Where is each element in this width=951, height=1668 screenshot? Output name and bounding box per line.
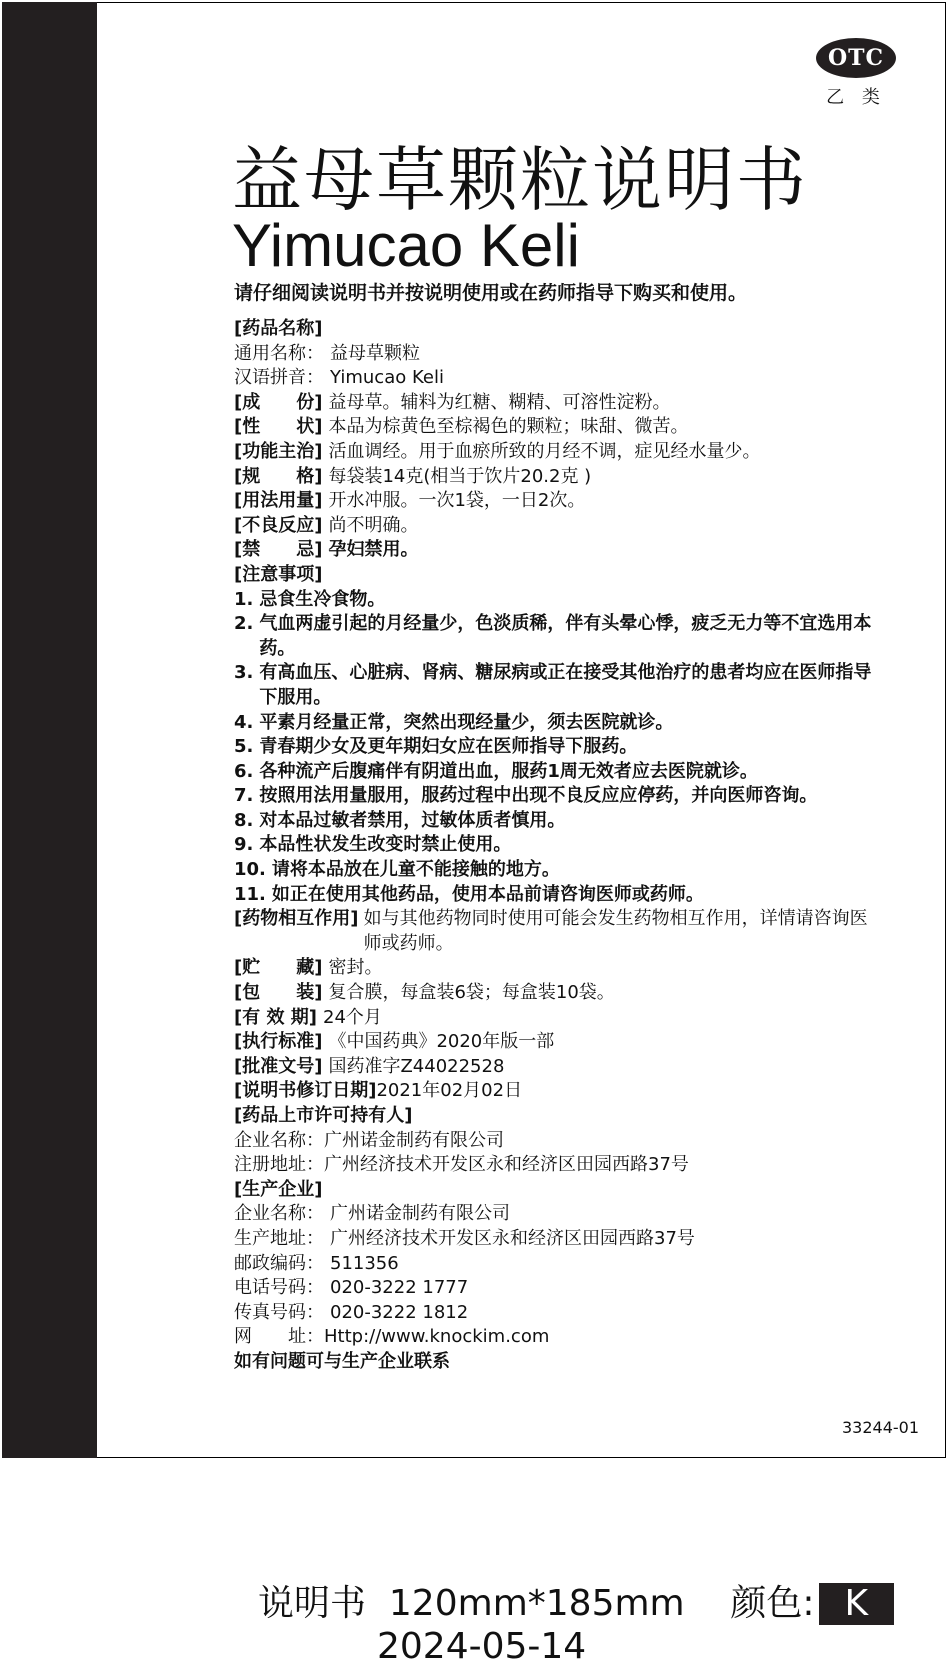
precaution-text: 气血两虚引起的月经量少，色淡质稀，伴有头晕心悸，疲乏无力等不宜选用本药。 bbox=[259, 613, 872, 659]
precaution-number: 7. bbox=[234, 785, 254, 807]
precaution-text: 平素月经量正常，突然出现经量少，须去医院就诊。 bbox=[259, 711, 674, 733]
precaution-item bbox=[234, 711, 874, 736]
precaution-number: 9. bbox=[234, 834, 254, 856]
pinyin-value: Yimucao Keli bbox=[330, 367, 444, 389]
maker-address-label: 生产地址： bbox=[234, 1227, 324, 1249]
precaution-number: 11. bbox=[234, 883, 266, 905]
revision-row bbox=[234, 1079, 874, 1104]
pinyin-row bbox=[234, 366, 874, 391]
character-value: 本品为棕黄色至棕褐色的颗粒；味甜、微苦。 bbox=[328, 416, 689, 438]
adverse-label: [不良反应] bbox=[234, 514, 323, 536]
website-label: 网 址： bbox=[234, 1326, 324, 1348]
interaction-row bbox=[234, 907, 874, 956]
reading-warning: 请仔细阅读说明书并按说明使用或在药师指导下购买和使用。 bbox=[234, 282, 748, 304]
precaution-number: 3. bbox=[234, 662, 254, 684]
spec-value: 每袋装14克(相当于饮片20.2克 ) bbox=[328, 465, 592, 487]
storage-label: [贮 藏] bbox=[234, 957, 323, 979]
adverse-row bbox=[234, 514, 874, 539]
contact-note: 如有问题可与生产企业联系 bbox=[234, 1350, 450, 1372]
footer-color-label: 颜色: bbox=[730, 1583, 815, 1624]
precaution-text: 请将本品放在儿童不能接触的地方。 bbox=[271, 859, 560, 881]
storage-value: 密封。 bbox=[328, 957, 383, 979]
generic-name-label: 通用名称： bbox=[234, 342, 324, 364]
usage-label: [用法用量] bbox=[234, 490, 323, 512]
validity-label: [有 效 期] bbox=[234, 1006, 317, 1028]
postcode-label: 邮政编码： bbox=[234, 1252, 324, 1274]
precaution-number: 10. bbox=[234, 859, 266, 881]
title-pinyin: Yimucao Keli bbox=[232, 212, 580, 279]
otc-mark: OTC bbox=[816, 38, 896, 78]
precaution-text: 对本品过敏者禁用，过敏体质者慎用。 bbox=[259, 809, 566, 831]
approval-row bbox=[234, 1055, 874, 1080]
fax-row bbox=[234, 1301, 874, 1326]
precaution-number: 8. bbox=[234, 809, 254, 831]
spec-label: [规 格] bbox=[234, 465, 323, 487]
section-drug-name: [药品名称] bbox=[234, 318, 323, 339]
precaution-text: 各种流产后腹痛伴有阴道出血，服药1周无效者应去医院就诊。 bbox=[259, 760, 758, 782]
footer-name: 说明书 bbox=[258, 1583, 367, 1624]
title-chinese: 益母草颗粒说明书 bbox=[232, 139, 808, 221]
precaution-item bbox=[234, 735, 874, 760]
phone-label: 电话号码： bbox=[234, 1277, 324, 1299]
mah-company-label: 企业名称： bbox=[234, 1129, 324, 1151]
section-manufacturer: [生产企业] bbox=[234, 1178, 323, 1200]
precaution-item bbox=[234, 612, 874, 661]
footer-size: 120mm*185mm bbox=[388, 1583, 685, 1624]
usage-row bbox=[234, 489, 874, 514]
standard-label: [执行标准] bbox=[234, 1031, 323, 1053]
precaution-item bbox=[234, 833, 874, 858]
ingredients-row bbox=[234, 391, 874, 416]
precaution-item bbox=[234, 784, 874, 809]
section-precautions: [注意事项] bbox=[234, 563, 323, 585]
mah-company-row bbox=[234, 1129, 874, 1154]
character-row bbox=[234, 415, 874, 440]
precaution-number: 2. bbox=[234, 613, 254, 635]
precaution-text: 如正在使用其他药品，使用本品前请咨询医师或药师。 bbox=[271, 883, 704, 905]
postcode-row bbox=[234, 1252, 874, 1277]
phone-value: 020-3222 1777 bbox=[330, 1277, 469, 1299]
function-value: 活血调经。用于血瘀所致的月经不调，症见经水量少。 bbox=[328, 440, 761, 462]
validity-row bbox=[234, 1006, 874, 1031]
mah-company-value: 广州诺金制药有限公司 bbox=[324, 1129, 504, 1151]
revision-label: [说明书修订日期] bbox=[234, 1080, 377, 1102]
precaution-item bbox=[234, 809, 874, 834]
character-label: [性 状] bbox=[234, 416, 323, 438]
function-label: [功能主治] bbox=[234, 440, 323, 462]
precaution-text: 有高血压、心脏病、肾病、糖尿病或正在接受其他治疗的患者均应在医师指导下服用。 bbox=[259, 662, 872, 708]
leaflet-body bbox=[234, 317, 874, 1375]
precaution-text: 青春期少女及更年期妇女应在医师指导下服药。 bbox=[259, 736, 638, 758]
precaution-item bbox=[234, 588, 874, 613]
left-black-band bbox=[2, 2, 97, 1458]
precaution-item bbox=[234, 661, 874, 710]
precaution-item bbox=[234, 858, 874, 883]
website-value: Http://www.knockim.com bbox=[324, 1326, 550, 1348]
contraindication-value: 孕妇禁用。 bbox=[328, 539, 419, 561]
precaution-number: 6. bbox=[234, 760, 254, 782]
precaution-item bbox=[234, 883, 874, 908]
contraindication-label: [禁 忌] bbox=[234, 539, 323, 561]
standard-row bbox=[234, 1030, 874, 1055]
footer-date: 2024-05-14 bbox=[377, 1626, 587, 1667]
maker-company-value: 广州诺金制药有限公司 bbox=[330, 1203, 510, 1225]
maker-company-row bbox=[234, 1202, 874, 1227]
section-mah: [药品上市许可持有人] bbox=[234, 1105, 413, 1126]
interaction-label: [药物相互作用] bbox=[234, 908, 359, 930]
fax-value: 020-3222 1812 bbox=[330, 1301, 469, 1323]
contraindication-row bbox=[234, 538, 874, 563]
precaution-text: 按照用法用量服用，服药过程中出现不良反应应停药，并向医师咨询。 bbox=[259, 785, 818, 807]
otc-class: 乙 类 bbox=[826, 87, 886, 108]
footer-color-swatch: K bbox=[819, 1583, 895, 1625]
precaution-number: 1. bbox=[234, 588, 254, 610]
package-value: 复合膜，每盒装6袋；每盒装10袋。 bbox=[328, 982, 615, 1004]
maker-address-value: 广州经济技术开发区永和经济区田园西路37号 bbox=[330, 1227, 695, 1249]
precaution-text: 本品性状发生改变时禁止使用。 bbox=[259, 834, 512, 856]
precaution-item bbox=[234, 760, 874, 785]
mah-address-row bbox=[234, 1153, 874, 1178]
precautions-list bbox=[234, 588, 874, 908]
ingredients-value: 益母草。辅料为红糖、糊精、可溶性淀粉。 bbox=[328, 391, 671, 413]
interaction-value: 如与其他药物同时使用可能会发生药物相互作用，详情请咨询医师或药师。 bbox=[363, 908, 868, 954]
pinyin-label: 汉语拼音： bbox=[234, 367, 324, 389]
mah-address-value: 广州经济技术开发区永和经济区田园西路37号 bbox=[324, 1154, 689, 1176]
package-row bbox=[234, 981, 874, 1006]
generic-name-row bbox=[234, 342, 874, 367]
spec-row bbox=[234, 465, 874, 490]
adverse-value: 尚不明确。 bbox=[328, 514, 419, 536]
fax-label: 传真号码： bbox=[234, 1301, 324, 1323]
approval-label: [批准文号] bbox=[234, 1055, 323, 1077]
precaution-number: 5. bbox=[234, 736, 254, 758]
storage-row bbox=[234, 956, 874, 981]
precaution-number: 4. bbox=[234, 711, 254, 733]
generic-name-value: 益母草颗粒 bbox=[330, 342, 420, 364]
print-spec-line bbox=[258, 1583, 894, 1625]
phone-row bbox=[234, 1276, 874, 1301]
postcode-value: 511356 bbox=[330, 1252, 399, 1274]
usage-value: 开水冲服。一次1袋，一日2次。 bbox=[328, 490, 586, 512]
mah-address-label: 注册地址： bbox=[234, 1154, 324, 1176]
validity-value: 24个月 bbox=[323, 1006, 382, 1028]
website-row bbox=[234, 1325, 874, 1350]
document-code: 33244-01 bbox=[842, 1418, 920, 1437]
function-row bbox=[234, 440, 874, 465]
precaution-text: 忌食生冷食物。 bbox=[259, 588, 386, 610]
ingredients-label: [成 份] bbox=[234, 391, 323, 413]
approval-value: 国药准字Z44022528 bbox=[328, 1055, 505, 1077]
maker-address-row bbox=[234, 1227, 874, 1252]
standard-value: 《中国药典》2020年版一部 bbox=[328, 1031, 555, 1053]
maker-company-label: 企业名称： bbox=[234, 1203, 324, 1225]
package-label: [包 装] bbox=[234, 982, 323, 1004]
revision-value: 2021年02月02日 bbox=[376, 1080, 523, 1102]
